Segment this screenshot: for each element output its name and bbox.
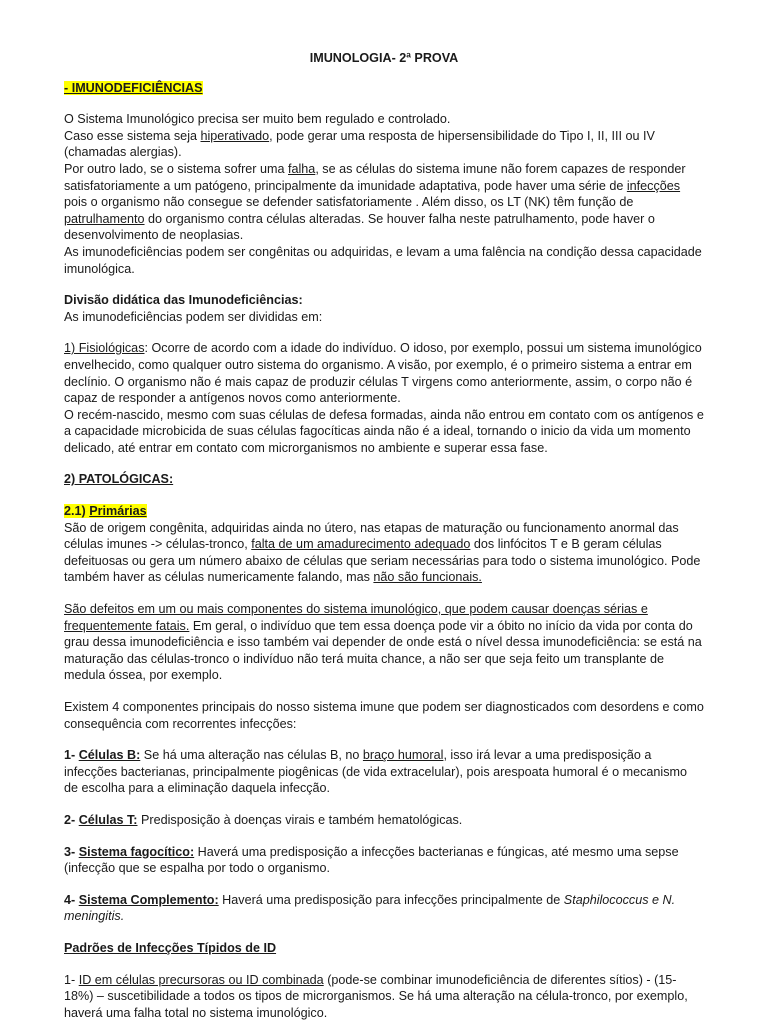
primarias-paragraph-2	[64, 601, 704, 684]
item-4-italic: Staphilococcus e N. meningitis.	[64, 892, 676, 924]
padroes-item-1-text: (pode-se combinar imunodeficiência de diferentes sítios) - (15-18%) – suscetibilidade a todos os tipos de microrganismos. Se há uma alteração na célula-tronco, por exemplo, haverá uma falha total no sistema imunológico.	[64, 972, 688, 1020]
item-4-number: 4-	[64, 892, 79, 907]
item-2-number: 2-	[64, 812, 79, 827]
underline-infeccoes: infecções	[626, 178, 681, 193]
item-sistema-fagocitico	[64, 844, 704, 877]
primarias-paragraph-2-text: Em geral, o indivíduo que tem essa doença pode vir a óbito no início da vida por conta do grau dessa imunodeficiência e isso também vai depender de onde está o nível dessa imunodeficiência: se está na maturação das células-tronco o indivíduo não terá muita chance, a não ser que seja feito um transplante de medula óssea, por exemplo.	[64, 618, 702, 683]
divisao-text: As imunodeficiências podem ser divididas em:	[64, 309, 323, 324]
primarias-heading	[64, 503, 704, 520]
fisiologicas-label: 1) Fisiológicas	[64, 341, 145, 356]
patologicas-heading	[64, 471, 704, 488]
padroes-heading-text: Padrões de Infecções Típidos de ID	[64, 940, 277, 955]
padroes-item-1-number: 1-	[64, 972, 79, 987]
fisiologicas-text-2: O recém-nascido, mesmo com suas células de defesa formadas, ainda não entrou em contato com os antígenos e a capacidade microbicida de suas células fagocíticas ainda não é a ideal, tornando o inicio da vida um momento delicado, até entrar em contato com microrganismos no ambiente e superar essa fase.	[64, 407, 704, 455]
underline-nao-funcionais: não são funcionais.	[373, 570, 482, 585]
underline-hiperativado: hiperativado	[200, 128, 270, 143]
underline-patrulhamento: patrulhamento	[64, 211, 145, 226]
underline-falha: falha	[288, 161, 316, 176]
underline-defeitos: São defeitos em um ou mais componentes do sistema imunológico, que podem causar doenças sérias e frequentemente fatais.	[64, 602, 648, 633]
section-heading-text: - IMUNODEFICIÊNCIAS	[64, 80, 203, 95]
underline-id-celulas-precursoras: ID em células precursoras ou ID combinada	[78, 972, 324, 987]
item-celulas-b	[64, 747, 704, 797]
padroes-item-1	[64, 972, 704, 1022]
document-title: IMUNOLOGIA- 2ª PROVA	[309, 51, 459, 65]
item-1-text-a: Se há uma alteração nas células B, no	[140, 748, 363, 763]
intro-line-4: As imunodeficiências podem ser congênitas ou adquiridas, e levam a uma falência na condição dessa capacidade imunológica.	[64, 244, 702, 276]
primarias-paragraph-3: Existem 4 componentes principais do nosso sistema imune que podem ser diagnosticados com desordens e como consequência com recorrentes infecções:	[64, 700, 704, 731]
fisiologicas-text-1: : Ocorre de acordo com a idade do indivíduo. O idoso, por exemplo, possui um sistema imunológico envelhecido, como qualquer outro sistema do organismo. A visão, por exemplo, é o primeiro sistema a entrar em declínio. O organismo não é mais capaz de produzir células T virgens como anteriormente, assim, o corpo não é capaz de responder a antígenos novos como anteriormente.	[64, 341, 702, 406]
item-4-label: Sistema Complemento:	[78, 892, 219, 907]
intro-line-1: O Sistema Imunológico precisa ser muito bem regulado e controlado.	[64, 112, 451, 127]
item-3-text: Haverá uma predisposição a infecções bacterianas e fúngicas, até mesmo uma sepse (infecção que se espalha por todo o organismo.	[64, 844, 679, 876]
divisao-heading: Divisão didática das Imunodeficiências:	[64, 293, 303, 308]
intro-line-3d: do organismo contra células alteradas. Se houver falha neste patrulhamento, pode haver o desenvolvimento de neoplasias.	[64, 211, 655, 243]
item-3-label: Sistema fagocítico:	[78, 844, 195, 859]
primarias-text-2: dos linfócitos T e B geram células defeituosas ou gera um número abaixo de células que seriam necessárias para todo o sistema imunológico. Pode também haver as células numericamente falando, mas	[64, 537, 701, 585]
item-sistema-complemento	[64, 892, 704, 925]
underline-amadurecimento: falta de um amadurecimento adequado	[251, 537, 471, 552]
primarias-text-1: São de origem congênita, adquiridas ainda no útero, nas etapas de maturação ou funcionamento anormal das células imunes -> células-tronco,	[64, 520, 679, 552]
primarias-paragraph-1	[64, 520, 704, 586]
intro-line-3b: , se as células do sistema imune não forem capazes de responder satisfatoriamente a um patógeno, principalmente da imunidade adaptativa, pode haver uma série de	[64, 161, 686, 193]
primarias-label: Primárias	[89, 504, 147, 519]
primarias-number: 2.1)	[64, 504, 90, 519]
item-2-label: Células T:	[78, 812, 138, 827]
intro-line-3a: Por outro lado, se o sistema sofrer uma	[64, 161, 288, 176]
underline-braco-humoral: braço humoral	[362, 748, 444, 763]
item-3-number: 3-	[64, 844, 79, 859]
document-page	[64, 50, 704, 1021]
patologicas-label: 2) PATOLÓGICAS:	[64, 472, 174, 487]
primarias-heading-highlight	[64, 504, 147, 518]
intro-line-2a: Caso esse sistema seja	[64, 128, 201, 143]
intro-line-3c: pois o organismo não consegue se defender satisfatoriamente . Além disso, os LT (NK) têm função de	[64, 195, 634, 210]
fisiologicas-paragraph	[64, 340, 704, 456]
item-2-text: Predisposição à doenças virais e também hematológicas.	[137, 812, 463, 827]
item-celulas-t	[64, 812, 704, 829]
item-4-text: Haverá uma predisposição para infecções principalmente de	[218, 892, 564, 907]
divisao-paragraph	[64, 292, 704, 325]
padroes-heading	[64, 940, 704, 957]
item-1-text-b: , isso irá levar a uma predisposição a infecções bacterianas, principalmente piogênicas (de vida extracelular), pois arespoata humoral é o mecanismo de escolha para a eliminação daquela infecção.	[64, 748, 688, 796]
item-1-number: 1-	[64, 748, 79, 763]
intro-line-2b: , pode gerar uma resposta de hipersensibilidade do Tipo I, II, III ou IV (chamadas alergias).	[64, 128, 655, 160]
intro-paragraph	[64, 111, 704, 277]
section-heading-imunodeficiencias	[64, 80, 704, 97]
item-1-label: Células B:	[78, 748, 141, 763]
